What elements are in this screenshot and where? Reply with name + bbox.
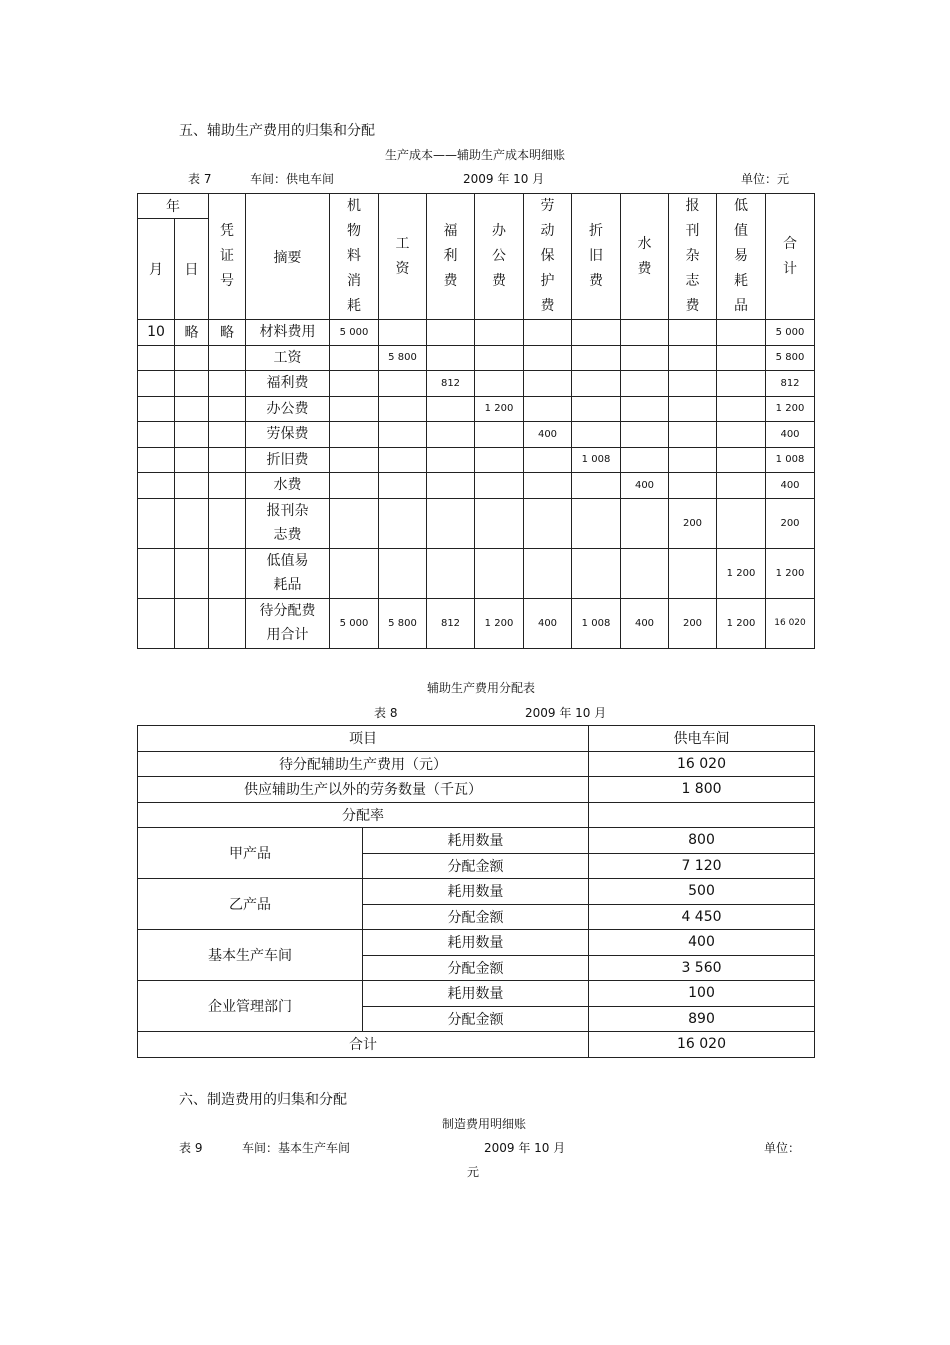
cell-summary — [246, 447, 330, 473]
cell-month — [138, 396, 175, 422]
cell-summary — [246, 548, 330, 598]
cell-lowvalue: 1 200 — [717, 548, 766, 598]
header-total — [766, 194, 815, 320]
header-char: 值 — [734, 223, 748, 239]
header-office — [475, 194, 524, 320]
qty-label: 耗用数量 — [363, 930, 589, 956]
aux-production-ledger-table — [137, 193, 815, 649]
unit-label: 单位：元 — [741, 172, 790, 186]
cell-month — [138, 447, 175, 473]
overhead-date: 2009 年 10 月 — [484, 1141, 566, 1155]
cell-total: 16 020 — [766, 598, 815, 648]
cell-office: 1 200 — [475, 396, 524, 422]
total-label: 合计 — [138, 1032, 589, 1058]
header-char: 费 — [589, 273, 603, 289]
workshop-label-6: 车间：基本生产车间 — [242, 1141, 351, 1155]
cell-wage — [379, 422, 427, 448]
cell-welfare: 812 — [427, 371, 475, 397]
header-char: 福 — [443, 223, 458, 239]
ledger-row — [138, 548, 815, 598]
summary-line: 劳保费 — [266, 426, 309, 443]
service-label: 供应辅助生产以外的劳务数量（千瓦） — [138, 777, 589, 803]
cell-welfare — [427, 548, 475, 598]
ledger-row — [138, 473, 815, 499]
table-number-7: 表 7 — [188, 172, 212, 186]
cell-voucher — [209, 396, 246, 422]
cell-water — [621, 345, 669, 371]
cell-wage: 5 800 — [379, 598, 427, 648]
header-char: 劳 — [540, 198, 555, 214]
cell-summary — [246, 320, 330, 346]
ledger-row — [138, 345, 815, 371]
cell-total: 1 200 — [766, 548, 815, 598]
cell-water — [621, 498, 669, 548]
header-water — [621, 194, 669, 320]
header-char: 水 — [637, 235, 652, 252]
cell-lowvalue — [717, 371, 766, 397]
cell-material — [330, 498, 379, 548]
cell-labor — [524, 447, 572, 473]
cell-lowvalue — [717, 473, 766, 499]
rate-value — [589, 802, 815, 828]
cell-voucher — [209, 473, 246, 499]
cell-voucher — [209, 598, 246, 648]
cell-welfare — [427, 447, 475, 473]
cell-total: 400 — [766, 473, 815, 499]
rate-label: 分配率 — [138, 802, 589, 828]
cell-labor — [524, 371, 572, 397]
header-char: 报 — [685, 198, 700, 214]
cell-labor — [524, 548, 572, 598]
cell-summary — [246, 598, 330, 648]
item-header: 项目 — [138, 726, 589, 752]
cell-labor — [524, 345, 572, 371]
header-summary: 摘要 — [246, 194, 330, 320]
header-char: 合 — [783, 235, 797, 252]
cell-water: 400 — [621, 598, 669, 648]
cell-welfare — [427, 345, 475, 371]
cell-office — [475, 548, 524, 598]
cell-water: 400 — [621, 473, 669, 499]
cell-month — [138, 345, 175, 371]
cell-labor: 400 — [524, 598, 572, 648]
cell-day — [175, 447, 209, 473]
cell-summary — [246, 473, 330, 499]
section-heading-6: 六、制造费用的归集和分配 — [179, 1092, 347, 1108]
cell-month — [138, 371, 175, 397]
ledger-row — [138, 447, 815, 473]
header-char: 低 — [734, 198, 748, 214]
cell-depr — [572, 422, 621, 448]
cell-welfare — [427, 498, 475, 548]
cell-voucher — [209, 422, 246, 448]
header-char: 折 — [589, 223, 603, 239]
header-char: 号 — [220, 273, 234, 289]
cell-water — [621, 371, 669, 397]
cell-summary — [246, 345, 330, 371]
cell-office — [475, 320, 524, 346]
cell-depr — [572, 371, 621, 397]
header-char: 工 — [395, 235, 410, 252]
cell-wage — [379, 320, 427, 346]
summary-line: 折旧费 — [266, 451, 309, 468]
cell-day — [175, 548, 209, 598]
cell-wage — [379, 371, 427, 397]
summary-line: 工资 — [273, 349, 302, 366]
cell-newspaper — [669, 447, 717, 473]
cell-material — [330, 447, 379, 473]
cell-depr — [572, 396, 621, 422]
cell-voucher — [209, 345, 246, 371]
header-char: 办 — [492, 223, 506, 239]
cell-total: 812 — [766, 371, 815, 397]
cell-newspaper: 200 — [669, 498, 717, 548]
table-number-8: 表 8 — [374, 706, 398, 720]
cell-newspaper: 200 — [669, 598, 717, 648]
section-heading-5: 五、辅助生产费用的归集和分配 — [179, 123, 375, 139]
header-year: 年 — [138, 194, 209, 219]
total-value: 16 020 — [589, 1032, 815, 1058]
summary-line: 材料费用 — [259, 324, 316, 341]
amount-value: 890 — [589, 1006, 815, 1032]
header-char: 护 — [540, 273, 555, 289]
cell-material — [330, 548, 379, 598]
cell-depr: 1 008 — [572, 447, 621, 473]
ledger-title: 生产成本——辅助生产成本明细账 — [385, 148, 566, 162]
cell-voucher — [209, 371, 246, 397]
cell-lowvalue — [717, 396, 766, 422]
cell-office — [475, 345, 524, 371]
qty-value: 800 — [589, 828, 815, 854]
cell-office — [475, 498, 524, 548]
group-name: 甲产品 — [138, 828, 363, 879]
header-voucher — [209, 194, 246, 320]
ledger-row — [138, 598, 815, 648]
cell-office — [475, 473, 524, 499]
summary-line: 耗品 — [273, 577, 302, 593]
header-char: 耗 — [734, 273, 748, 289]
header-char: 料 — [347, 248, 361, 264]
cell-month — [138, 498, 175, 548]
cell-day: 略 — [175, 320, 209, 346]
cell-material — [330, 345, 379, 371]
header-char: 物 — [347, 223, 361, 239]
cell-total: 5 000 — [766, 320, 815, 346]
header-char: 利 — [443, 248, 458, 264]
header-char: 费 — [685, 298, 700, 314]
qty-label: 耗用数量 — [363, 828, 589, 854]
summary-line: 用合计 — [266, 627, 309, 643]
ledger-date: 2009 年 10 月 — [463, 172, 545, 186]
cell-water — [621, 447, 669, 473]
aux-allocation-table — [137, 725, 815, 1058]
cell-lowvalue — [717, 320, 766, 346]
amount-value: 7 120 — [589, 853, 815, 879]
cell-newspaper — [669, 320, 717, 346]
qty-value: 400 — [589, 930, 815, 956]
header-char: 杂 — [685, 248, 700, 264]
cell-water — [621, 396, 669, 422]
dept-header: 供电车间 — [589, 726, 815, 752]
allocation-table-title: 辅助生产费用分配表 — [427, 681, 536, 695]
header-char: 品 — [734, 298, 748, 314]
qty-label: 耗用数量 — [363, 879, 589, 905]
cell-material — [330, 396, 379, 422]
cell-newspaper — [669, 422, 717, 448]
summary-line: 办公费 — [266, 400, 309, 417]
cell-month — [138, 422, 175, 448]
header-char: 消 — [347, 273, 361, 289]
unit-label-6-cont: 元 — [467, 1165, 480, 1179]
header-newspaper — [669, 194, 717, 320]
cell-depr: 1 008 — [572, 598, 621, 648]
ledger-row — [138, 422, 815, 448]
cell-office: 1 200 — [475, 598, 524, 648]
header-welfare — [427, 194, 475, 320]
cell-wage: 5 800 — [379, 345, 427, 371]
cell-welfare — [427, 320, 475, 346]
cell-lowvalue: 1 200 — [717, 598, 766, 648]
cell-office — [475, 371, 524, 397]
summary-line: 水费 — [273, 477, 302, 494]
cell-material — [330, 473, 379, 499]
cell-wage — [379, 473, 427, 499]
cell-month — [138, 598, 175, 648]
cell-voucher: 略 — [209, 320, 246, 346]
allocation-date: 2009 年 10 月 — [525, 706, 607, 720]
header-day: 日 — [175, 219, 209, 320]
cell-total: 1 200 — [766, 396, 815, 422]
cell-material — [330, 371, 379, 397]
cell-welfare — [427, 473, 475, 499]
header-char: 费 — [540, 298, 555, 314]
amount-label: 分配金额 — [363, 853, 589, 879]
pending-value: 16 020 — [589, 751, 815, 777]
cell-newspaper — [669, 473, 717, 499]
ledger-row — [138, 371, 815, 397]
header-char: 费 — [637, 260, 652, 277]
cell-lowvalue — [717, 345, 766, 371]
amount-value: 4 450 — [589, 904, 815, 930]
cell-water — [621, 548, 669, 598]
qty-label: 耗用数量 — [363, 981, 589, 1007]
cell-month — [138, 548, 175, 598]
cell-depr — [572, 473, 621, 499]
cell-total: 1 008 — [766, 447, 815, 473]
header-char: 保 — [540, 248, 555, 264]
amount-label: 分配金额 — [363, 1006, 589, 1032]
summary-line: 志费 — [273, 527, 302, 543]
cell-newspaper — [669, 548, 717, 598]
unit-label-6: 单位： — [764, 1141, 801, 1155]
cell-material: 5 000 — [330, 320, 379, 346]
cell-day — [175, 422, 209, 448]
cell-lowvalue — [717, 422, 766, 448]
cell-material — [330, 422, 379, 448]
workshop-label: 车间：供电车间 — [250, 172, 335, 186]
header-char: 机 — [347, 198, 361, 214]
cell-lowvalue — [717, 447, 766, 473]
ledger-row — [138, 320, 815, 346]
cell-month — [138, 473, 175, 499]
cell-voucher — [209, 447, 246, 473]
summary-line: 福利费 — [266, 375, 309, 392]
header-depreciation — [572, 194, 621, 320]
table-number-9: 表 9 — [179, 1141, 203, 1155]
cell-summary — [246, 498, 330, 548]
cell-labor — [524, 498, 572, 548]
header-char: 旧 — [589, 248, 603, 264]
cell-welfare — [427, 396, 475, 422]
header-char: 费 — [443, 273, 458, 289]
cell-day — [175, 396, 209, 422]
group-name: 企业管理部门 — [138, 981, 363, 1032]
service-value: 1 800 — [589, 777, 815, 803]
summary-line: 待分配费 — [259, 603, 316, 619]
header-char: 动 — [540, 223, 555, 239]
cell-wage — [379, 396, 427, 422]
amount-label: 分配金额 — [363, 955, 589, 981]
header-char: 志 — [685, 273, 700, 289]
header-char: 凭 — [220, 223, 234, 239]
cell-summary — [246, 396, 330, 422]
cell-depr — [572, 345, 621, 371]
cell-total: 5 800 — [766, 345, 815, 371]
cell-water — [621, 320, 669, 346]
cell-lowvalue — [717, 498, 766, 548]
cell-month: 10 — [138, 320, 175, 346]
summary-line: 报刊杂 — [266, 503, 309, 519]
cell-welfare — [427, 422, 475, 448]
cell-office — [475, 422, 524, 448]
header-low-value — [717, 194, 766, 320]
header-labor — [524, 194, 572, 320]
ledger-row — [138, 498, 815, 548]
overhead-ledger-title: 制造费用明细账 — [442, 1117, 527, 1131]
cell-day — [175, 345, 209, 371]
pending-label: 待分配辅助生产费用（元） — [138, 751, 589, 777]
cell-labor — [524, 396, 572, 422]
cell-depr — [572, 498, 621, 548]
qty-value: 500 — [589, 879, 815, 905]
header-char: 公 — [492, 248, 506, 264]
cell-voucher — [209, 498, 246, 548]
cell-newspaper — [669, 345, 717, 371]
qty-value: 100 — [589, 981, 815, 1007]
header-char: 费 — [492, 273, 506, 289]
cell-depr — [572, 320, 621, 346]
cell-day — [175, 498, 209, 548]
group-name: 基本生产车间 — [138, 930, 363, 981]
group-name: 乙产品 — [138, 879, 363, 930]
header-month: 月 — [138, 219, 175, 320]
cell-labor: 400 — [524, 422, 572, 448]
cell-wage — [379, 498, 427, 548]
header-char: 易 — [734, 248, 748, 264]
cell-wage — [379, 447, 427, 473]
cell-depr — [572, 548, 621, 598]
cell-newspaper — [669, 371, 717, 397]
amount-value: 3 560 — [589, 955, 815, 981]
cell-day — [175, 598, 209, 648]
header-char: 资 — [395, 260, 410, 277]
cell-summary — [246, 422, 330, 448]
amount-label: 分配金额 — [363, 904, 589, 930]
cell-water — [621, 422, 669, 448]
cell-total: 200 — [766, 498, 815, 548]
header-char: 耗 — [347, 298, 361, 314]
summary-line: 低值易 — [266, 553, 309, 569]
cell-day — [175, 473, 209, 499]
cell-summary — [246, 371, 330, 397]
header-char: 计 — [783, 260, 797, 277]
cell-voucher — [209, 548, 246, 598]
header-material — [330, 194, 379, 320]
cell-material: 5 000 — [330, 598, 379, 648]
cell-labor — [524, 320, 572, 346]
cell-labor — [524, 473, 572, 499]
cell-newspaper — [669, 396, 717, 422]
header-char: 证 — [220, 248, 234, 264]
ledger-row — [138, 396, 815, 422]
cell-wage — [379, 548, 427, 598]
cell-welfare: 812 — [427, 598, 475, 648]
cell-total: 400 — [766, 422, 815, 448]
cell-day — [175, 371, 209, 397]
header-wage — [379, 194, 427, 320]
header-char: 刊 — [685, 223, 700, 239]
cell-office — [475, 447, 524, 473]
